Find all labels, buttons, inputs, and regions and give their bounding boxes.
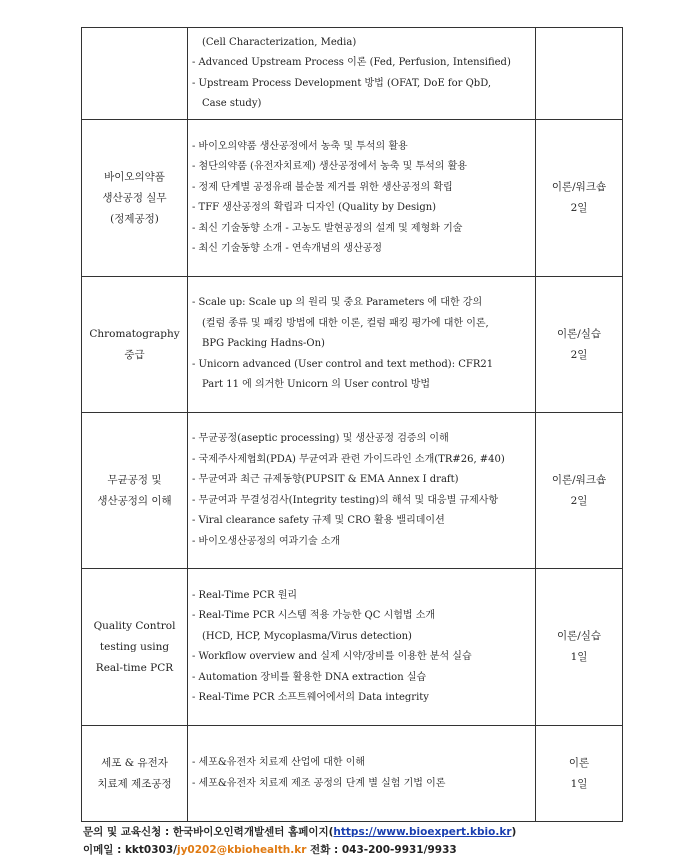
content-line: BPG Packing Hadns-On) <box>202 338 325 350</box>
course-name-cell <box>82 413 188 569</box>
content-line: (컬럼 종류 및 패킹 방법에 대한 이론, 컬럼 패킹 평가에 대한 이론, <box>202 317 489 329</box>
course-duration: 2일 <box>570 202 588 214</box>
course-name-line: testing using <box>99 640 170 653</box>
content-line: - Automation 장비를 활용한 DNA extraction 실습 <box>192 671 427 683</box>
course-type-cell <box>536 413 623 569</box>
table-row <box>82 413 623 569</box>
course-duration: 1일 <box>570 777 588 790</box>
table-row <box>82 569 623 726</box>
content-line: - 최신 기술동향 소개 - 고농도 발현공정의 설계 및 제형화 기술 <box>192 222 463 234</box>
content-line: Part 11 에 의거한 Unicorn 의 User control 방법 <box>202 379 431 391</box>
content-line: - Real-Time PCR 시스템 적용 가능한 QC 시험법 소개 <box>192 610 436 621</box>
table-row <box>82 120 623 277</box>
course-name-line: 세포 & 유전자 <box>101 756 168 769</box>
course-type-line: 이론/워크숍 <box>551 473 607 486</box>
course-name-cell <box>82 569 188 726</box>
table-row <box>82 277 623 413</box>
course-name-cell <box>82 28 188 120</box>
content-line: - 세포&유전자 치료제 산업에 대한 이해 <box>192 757 366 768</box>
content-line: - TFF 생산공정의 확립과 디자인 (Quality by Design) <box>192 202 437 213</box>
content-line: - Upstream Process Development 방법 (OFAT, DoE for QbD, <box>192 77 492 89</box>
course-type-cell <box>536 120 623 277</box>
course-type-line: 이론/실습 <box>556 327 602 340</box>
contact-line <box>83 824 516 839</box>
content-line: - Advanced Upstream Process 이론 (Fed, Perfusion, Intensified) <box>192 57 511 68</box>
content-line: - Viral clearance safety 규제 및 CRO 활용 밸리데이션 <box>192 515 445 526</box>
course-content-cell <box>188 569 536 726</box>
course-name-line: 생산공정의 이해 <box>97 494 172 507</box>
course-duration: 2일 <box>570 348 588 361</box>
content-line: - 첨단의약품 (유전자치료제) 생산공정에서 농축 및 투석의 활용 <box>192 161 467 172</box>
course-name-line: 중급 <box>124 348 145 361</box>
contact-label: 문의 및 교육신청 : 한국바이오인력개발센터 홈페이지( <box>83 826 334 838</box>
content-line: Case study) <box>202 98 262 109</box>
course-duration: 1일 <box>570 651 588 663</box>
content-line: - 정제 단계별 공정유래 불순물 제거를 위한 생산공정의 확립 <box>192 181 453 193</box>
course-type-cell <box>536 569 623 726</box>
content-line: - Unicorn advanced (User control and text method): CFR21 <box>192 358 494 370</box>
email-phone-line <box>83 842 457 857</box>
content-line: - Scale up: Scale up 의 원리 및 중요 Parameters 에 대한 강의 <box>192 297 483 309</box>
course-name-line: Chromatography <box>89 327 180 340</box>
course-name-line: 치료제 제조공정 <box>97 777 172 790</box>
table-row <box>82 726 623 822</box>
course-name-line: 무균공정 및 <box>107 473 162 486</box>
course-content-cell <box>188 726 536 822</box>
phone-text: 전화 : 043-200-9931/9933 <box>306 844 457 856</box>
course-type-cell <box>536 28 623 120</box>
course-type-line: 이론 <box>568 756 590 769</box>
course-name-line: Quality Control <box>93 619 176 632</box>
content-line: (Cell Characterization, Media) <box>202 36 357 48</box>
course-type-cell <box>536 277 623 413</box>
course-name-line: (정제공정) <box>110 212 159 225</box>
course-type-cell <box>536 726 623 822</box>
course-name-cell <box>82 277 188 413</box>
content-line: - Real-Time PCR 소프트웨어에서의 Data integrity <box>192 692 429 703</box>
content-line: - Workflow overview and 실제 시약/장비를 이용한 분석 실습 <box>192 651 472 662</box>
course-name-line: Real-time PCR <box>95 661 174 674</box>
course-type-line: 이론/워크숍 <box>551 181 607 193</box>
course-name-line: 생산공정 실무 <box>102 191 167 204</box>
content-line: - Real-Time PCR 원리 <box>192 589 298 601</box>
email-label: 이메일 : kkt0303/ <box>83 844 177 856</box>
content-line: - 국제주사제협회(PDA) 무균여과 관련 가이드라인 소개(TR#26, #40) <box>192 453 505 465</box>
course-duration: 2일 <box>570 494 588 507</box>
course-content-cell <box>188 120 536 277</box>
course-content-cell <box>188 413 536 569</box>
course-name-cell <box>82 120 188 277</box>
course-name-line: 바이오의약품 <box>104 170 165 183</box>
course-content-cell <box>188 277 536 413</box>
content-line: - 무균여과 최근 규제동향(PUPSIT & EMA Annex I draft) <box>192 474 459 485</box>
contact-close-paren: ) <box>511 826 517 838</box>
table-row <box>82 28 623 120</box>
content-line: - 최신 기술동향 소개 - 연속개념의 생산공정 <box>192 243 383 254</box>
content-line: - 바이오의약품 생산공정에서 농축 및 투석의 활용 <box>192 140 408 152</box>
course-name-cell <box>82 726 188 822</box>
email-address[interactable]: jy0202@kbiohealth.kr <box>176 844 307 856</box>
content-line: - 무균공정(aseptic processing) 및 생산공정 검증의 이해 <box>192 433 449 444</box>
content-line: (HCD, HCP, Mycoplasma/Virus detection) <box>202 630 412 642</box>
content-line: - 세포&유전자 치료제 제조 공정의 단계 별 실험 기법 이론 <box>192 777 446 789</box>
homepage-link[interactable]: https://www.bioexpert.kbio.kr <box>333 826 512 838</box>
course-content-cell <box>188 28 536 120</box>
course-table <box>81 27 623 822</box>
content-line: - 무균여과 무결성검사(Integrity testing)의 해석 및 대응별 규제사항 <box>192 494 499 506</box>
content-line: - 바이오생산공정의 여과기술 소개 <box>192 535 341 547</box>
course-type-line: 이론/실습 <box>556 630 602 642</box>
